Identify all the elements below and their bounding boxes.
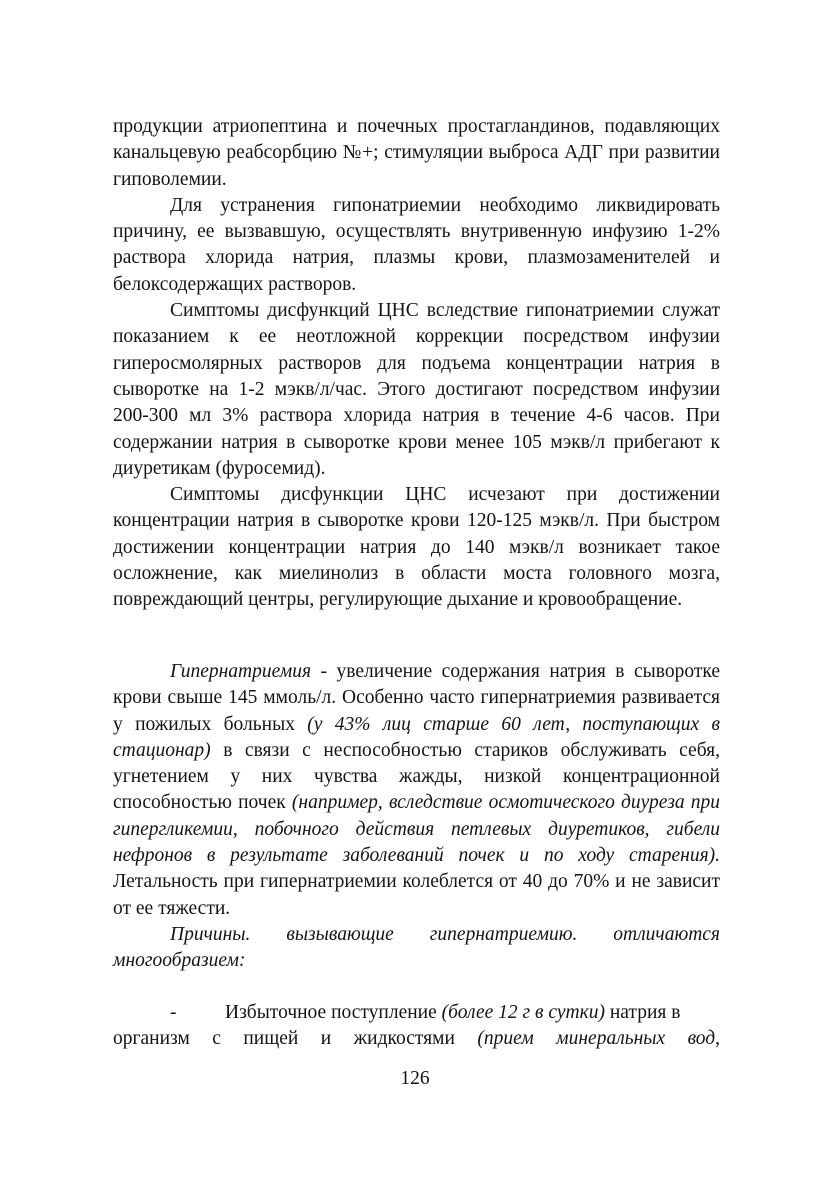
bullet-italic-2: (прием минеральных вод, xyxy=(477,1028,721,1049)
paragraph-causes-intro xyxy=(113,922,720,975)
kidney-examples: (например, вследствие осмотического диуреза при гипергликемии, побочного действия петлевых диуретиков, гибели нефронов в результате заболеваний почек и по ходу старения). xyxy=(113,792,720,867)
definition-part-1: - увеличение содержания натрия в сыворотке крови свыше 145 ммоль/л. Особенно часто гипернатриемия развивается у пожилых больных xyxy=(113,661,720,735)
paragraph-cns-symptoms: Симптомы дисфункций ЦНС вследствие гипонатриемии служат показанием к ее неотложной коррекции посредством инфузии гиперосмолярных растворов для подъема концентрации натрия в сыворотке на 1-2 мэкв/л/час. Этого достигают посредством инфузии 200-300 мл 3% раствора хлорида натрия в течение 4-6 часов. При содержании натрия в сыворотке крови менее 105 мэкв/л прибегают к диуретикам (фуросемид). xyxy=(113,300,720,479)
bullet-text-1: Избыточное поступление xyxy=(225,1002,442,1023)
causes-intro-text: Причины. вызывающие гипернатриемию. отличаются многообразием: xyxy=(113,923,720,972)
bullet-dash: - xyxy=(170,1002,177,1023)
definition-part-2: в связи с неспособностью стариков обслуживать себя, угнетением у них чувства жажды, низкой концентрационной способностью почек xyxy=(113,739,720,814)
text-section-hypernatremia xyxy=(113,659,720,975)
paragraph-atriopeptin: продукции атриопептина и почечных простагландинов, подавляющих канальцевую реабсорбцию №+; стимуляции выброса АДГ при развитии гиповолемии. xyxy=(113,116,720,190)
bullet-text-2: натрия в xyxy=(604,1002,681,1023)
term-hypernatremia: Гипернатриемия xyxy=(170,661,312,682)
bullet-item-excess-intake xyxy=(113,1000,793,1026)
definition-part-3: Летальность при гипернатриемии колеблется от 40 до 70% и не зависит от ее тяжести. xyxy=(113,871,720,919)
elderly-statistic: (у 43% лиц старше 60 лет, поступающих в стационар) xyxy=(113,713,720,761)
paragraph-cns-resolution: Симптомы дисфункции ЦНС исчезают при достижении концентрации натрия в сыворотке крови 120-125 мэкв/л. При быстром достижении концентрации натрия до 140 мэкв/л возникает такое осложнение, как миелинолиз в области моста головного мозга, повреждающий центры, регулирующие дыхание и кровообращение. xyxy=(113,484,720,611)
bullet-text-3: организм с пищей и жидкостями xyxy=(113,1028,478,1049)
bullet-item-continuation xyxy=(113,1026,720,1052)
page-number: 126 xyxy=(400,1068,430,1089)
paragraph-hypernatremia-definition xyxy=(113,659,720,922)
text-section-hyponatremia xyxy=(113,114,720,614)
bullet-italic-1: (более 12 г в сутки) xyxy=(441,1002,605,1023)
paragraph-treatment: Для устранения гипонатриемии необходимо ликвидировать причину, ее вызвавшую, осуществлять внутривенную инфузию 1-2% раствора хлорида натрия, плазмы крови, плазмозаменителей и белоксодержащих растворов. xyxy=(113,194,720,295)
